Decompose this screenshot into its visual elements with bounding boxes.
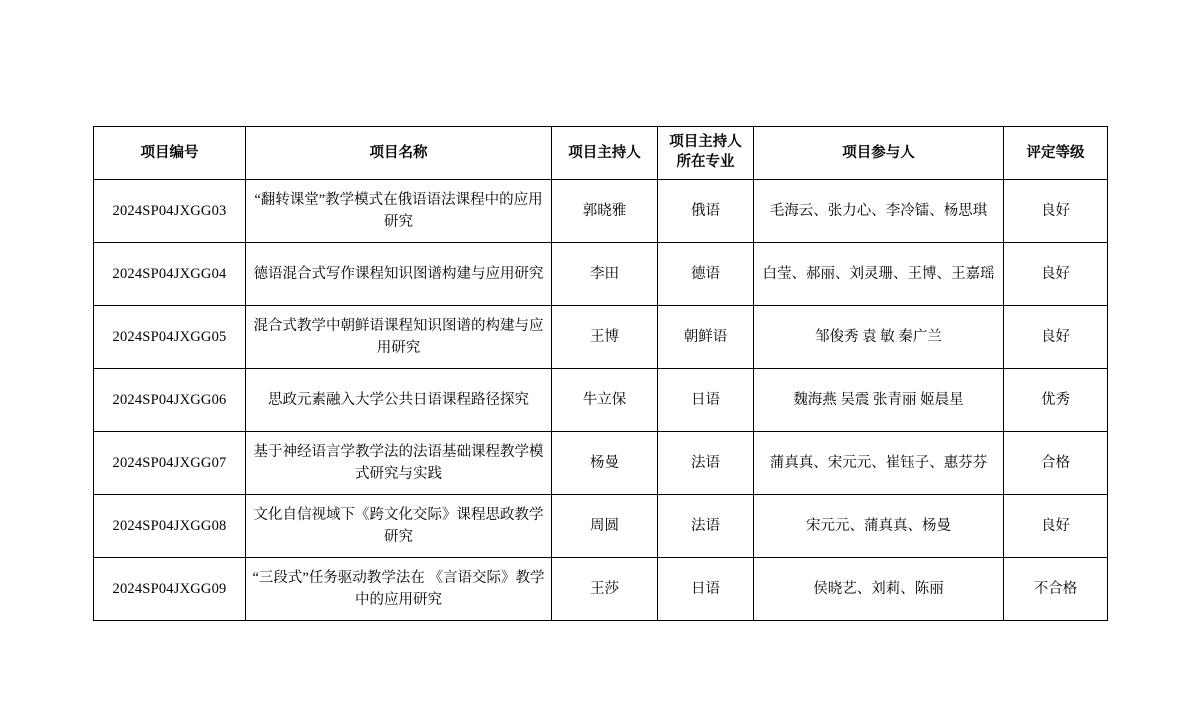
cell-leader-major: 法语 (658, 495, 754, 558)
column-header-leader-major-line1: 项目主持人 (669, 134, 742, 151)
cell-participants: 毛海云、张力心、李冷镭、杨思琪 (754, 180, 1004, 243)
table-row (94, 432, 1108, 495)
cell-project-leader: 李田 (552, 243, 658, 306)
cell-participants: 魏海燕 吴震 张青丽 姬晨星 (754, 369, 1004, 432)
cell-grade: 合格 (1004, 432, 1108, 495)
cell-project-leader: 王博 (552, 306, 658, 369)
cell-project-code: 2024SP04JXGG06 (94, 369, 246, 432)
table-row (94, 495, 1108, 558)
column-header-project-code: 项目编号 (94, 127, 246, 180)
cell-project-name: “三段式”任务驱动教学法在 《言语交际》教学中的应用研究 (246, 558, 552, 621)
cell-project-leader: 杨曼 (552, 432, 658, 495)
cell-participants: 白莹、郝丽、刘灵珊、王博、王嘉瑶 (754, 243, 1004, 306)
cell-project-name: 基于神经语言学教学法的法语基础课程教学模式研究与实践 (246, 432, 552, 495)
cell-grade: 优秀 (1004, 369, 1108, 432)
cell-grade: 良好 (1004, 243, 1108, 306)
table-body (94, 180, 1108, 621)
cell-grade: 不合格 (1004, 558, 1108, 621)
cell-project-name: “翻转课堂”教学模式在俄语语法课程中的应用研究 (246, 180, 552, 243)
cell-project-name: 混合式教学中朝鲜语课程知识图谱的构建与应用研究 (246, 306, 552, 369)
cell-project-code: 2024SP04JXGG05 (94, 306, 246, 369)
column-header-leader-major-line2: 所在专业 (676, 154, 735, 170)
table-row (94, 243, 1108, 306)
table-row (94, 369, 1108, 432)
cell-grade: 良好 (1004, 495, 1108, 558)
cell-project-name: 文化自信视域下《跨文化交际》课程思政教学研究 (246, 495, 552, 558)
cell-leader-major: 俄语 (658, 180, 754, 243)
cell-project-code: 2024SP04JXGG07 (94, 432, 246, 495)
cell-project-leader: 郭晓雅 (552, 180, 658, 243)
table-row (94, 306, 1108, 369)
column-header-grade: 评定等级 (1004, 127, 1108, 180)
cell-participants: 蒲真真、宋元元、崔钰子、惠芬芬 (754, 432, 1004, 495)
cell-leader-major: 日语 (658, 369, 754, 432)
column-header-project-name: 项目名称 (246, 127, 552, 180)
cell-leader-major: 德语 (658, 243, 754, 306)
cell-participants: 侯晓艺、刘莉、陈丽 (754, 558, 1004, 621)
table-header-row (94, 127, 1108, 180)
cell-project-leader: 牛立保 (552, 369, 658, 432)
cell-grade: 良好 (1004, 306, 1108, 369)
table-header (94, 127, 1108, 180)
column-header-project-leader: 项目主持人 (552, 127, 658, 180)
cell-leader-major: 朝鲜语 (658, 306, 754, 369)
cell-project-name: 德语混合式写作课程知识图谱构建与应用研究 (246, 243, 552, 306)
cell-participants: 邹俊秀 袁 敏 秦广兰 (754, 306, 1004, 369)
cell-project-leader: 周圆 (552, 495, 658, 558)
cell-grade: 良好 (1004, 180, 1108, 243)
cell-project-leader: 王莎 (552, 558, 658, 621)
table-row (94, 558, 1108, 621)
column-header-leader-major (658, 127, 754, 180)
cell-leader-major: 法语 (658, 432, 754, 495)
results-table-container (93, 126, 1107, 621)
table-row (94, 180, 1108, 243)
cell-project-code: 2024SP04JXGG09 (94, 558, 246, 621)
cell-project-code: 2024SP04JXGG08 (94, 495, 246, 558)
cell-project-code: 2024SP04JXGG03 (94, 180, 246, 243)
cell-project-name: 思政元素融入大学公共日语课程路径探究 (246, 369, 552, 432)
cell-project-code: 2024SP04JXGG04 (94, 243, 246, 306)
cell-participants: 宋元元、蒲真真、杨曼 (754, 495, 1004, 558)
cell-leader-major: 日语 (658, 558, 754, 621)
project-evaluation-table (93, 126, 1108, 621)
column-header-participants: 项目参与人 (754, 127, 1004, 180)
